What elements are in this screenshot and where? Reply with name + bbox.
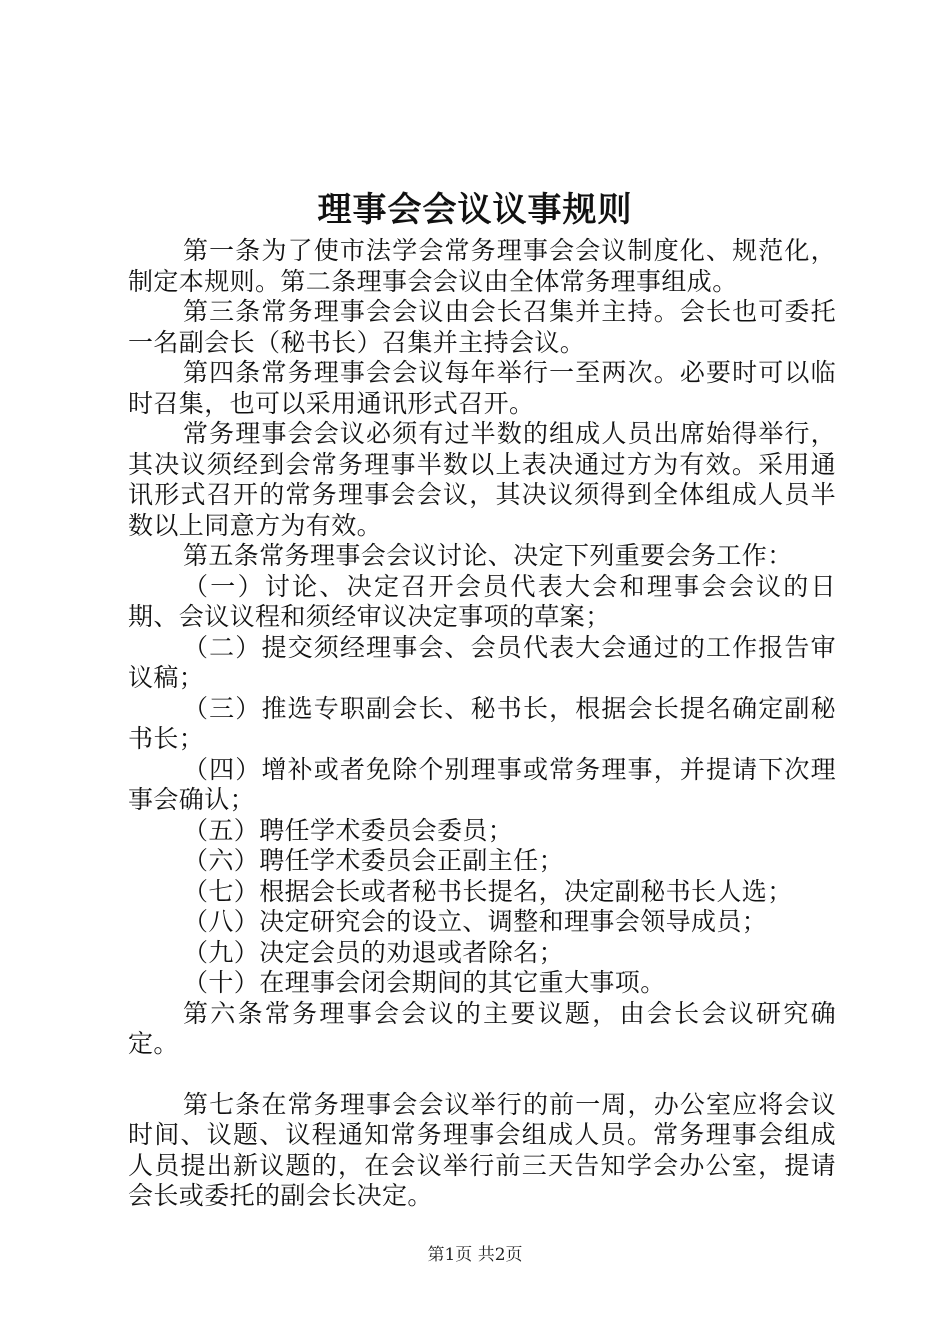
paragraph-quorum: 常务理事会会议必须有过半数的组成人员出席始得举行，其决议须经到会常务理事半数以上表决通过方为有效。采用通讯形式召开的常务理事会会议，其决议须得到全体组成人员半数以上同意方为有效。 [128, 419, 836, 540]
list-item-8: （八）决定研究会的设立、调整和理事会领导成员； [183, 907, 768, 936]
list-item-6: （六）聘任学术委员会正副主任； [183, 846, 565, 875]
paragraph-article-3: 第三条常务理事会会议由会长召集并主持。会长也可委托一名副会长（秘书长）召集并主持会议。 [128, 297, 836, 357]
paragraph-article-6: 第六条常务理事会会议的主要议题，由会长会议研究确定。 [128, 998, 836, 1058]
document-body [128, 236, 836, 1212]
list-item-2: （二）提交须经理事会、会员代表大会通过的工作报告审议稿； [128, 632, 836, 692]
list-item-10: （十）在理事会闭会期间的其它重大事项。 [183, 968, 666, 997]
list-item-9: （九）决定会员的劝退或者除名； [183, 937, 565, 967]
list-item-5: （五）聘任学术委员会委员； [183, 815, 514, 845]
page-number-footer: 第1页 共2页 [427, 1245, 523, 1265]
list-item-4: （四）增补或者免除个别理事或常务理事，并提请下次理事会确认； [128, 754, 836, 814]
list-item-1: （一）讨论、决定召开会员代表大会和理事会会议的日期、会议议程和须经审议决定事项的草案； [128, 571, 836, 631]
paragraph-article-4: 第四条常务理事会会议每年举行一至两次。必要时可以临时召集，也可以采用通讯形式召开。 [128, 358, 836, 418]
paragraph-article-5: 第五条常务理事会会议讨论、决定下列重要会务工作： [183, 541, 793, 570]
paragraph-article-1-2: 第一条为了使市法学会常务理事会会议制度化、规范化，制定本规则。第二条理事会会议由全体常务理事组成。 [128, 236, 836, 296]
list-item-3: （三）推选专职副会长、秘书长，根据会长提名确定副秘书长； [128, 693, 836, 753]
list-item-7: （七）根据会长或者秘书长提名，决定副秘书长人选； [183, 876, 793, 906]
paragraph-article-7: 第七条在常务理事会会议举行的前一周，办公室应将会议时间、议题、议程通知常务理事会组成人员。常务理事会组成人员提出新议题的，在会议举行前三天告知学会办公室，提请会长或委托的副会长决定。 [128, 1089, 836, 1210]
document-title: 理事会会议议事规则 [317, 190, 633, 230]
